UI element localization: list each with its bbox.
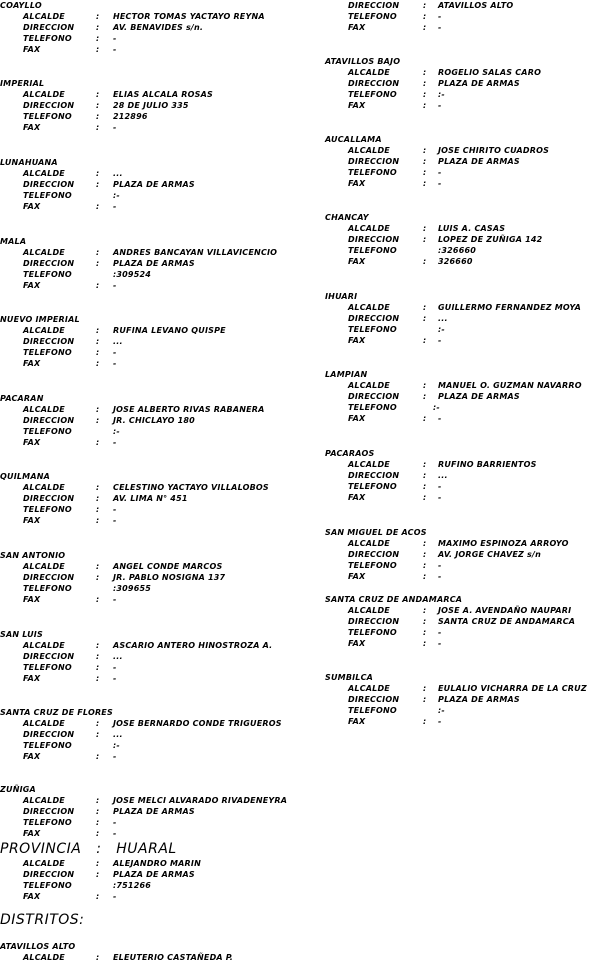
colon: : — [96, 169, 100, 178]
telefono-label: TELEFONO — [23, 881, 72, 890]
colon: : — [96, 595, 100, 604]
telefono-label: TELEFONO — [23, 505, 72, 514]
direccion-value: PLAZA DE ARMAS — [113, 180, 195, 189]
direccion-value: ... — [113, 337, 123, 346]
alcalde-value: MAXIMO ESPINOZA ARROYO — [438, 539, 569, 548]
direccion-value: PLAZA DE ARMAS — [438, 157, 520, 166]
fax-label: FAX — [348, 414, 366, 423]
district-name: COAYLLO — [0, 1, 42, 10]
fax-value: - — [438, 493, 442, 502]
district-name: CHANCAY — [325, 213, 369, 222]
direccion-value: PLAZA DE ARMAS — [438, 695, 520, 704]
direccion-label: DIRECCION — [348, 695, 400, 704]
colon: : — [96, 23, 100, 32]
colon: : — [423, 23, 427, 32]
telefono-label: TELEFONO — [348, 561, 397, 570]
colon: : — [423, 12, 427, 21]
fax-label: FAX — [348, 336, 366, 345]
colon: : — [96, 326, 100, 335]
direccion-label: DIRECCION — [348, 314, 400, 323]
colon: : — [96, 405, 100, 414]
alcalde-label: ALCALDE — [23, 405, 65, 414]
alcalde-value: HECTOR TOMAS YACTAYO REYNA — [113, 12, 265, 21]
alcalde-label: ALCALDE — [348, 224, 390, 233]
telefono-label: TELEFONO — [23, 584, 72, 593]
fax-label: FAX — [23, 359, 41, 368]
fax-label: FAX — [348, 493, 366, 502]
colon: : — [96, 202, 100, 211]
telefono-value: - — [438, 168, 442, 177]
alcalde-label: ALCALDE — [23, 859, 65, 868]
colon: : — [96, 248, 100, 257]
colon: : — [96, 112, 100, 121]
colon: : — [423, 101, 427, 110]
colon: : — [96, 870, 100, 879]
alcalde-label: ALCALDE — [23, 90, 65, 99]
colon: : — [423, 628, 427, 637]
colon: : — [96, 829, 100, 838]
alcalde-label: ALCALDE — [23, 562, 65, 571]
fax-value: - — [438, 639, 442, 648]
fax-value: - — [438, 414, 442, 423]
colon: : — [96, 259, 100, 268]
telefono-label: TELEFONO — [348, 403, 397, 412]
alcalde-value: ANDRES BANCAYAN VILLAVICENCIO — [113, 248, 278, 257]
telefono-value: - — [438, 628, 442, 637]
alcalde-label: ALCALDE — [23, 326, 65, 335]
telefono-label: TELEFONO — [348, 706, 397, 715]
alcalde-value: ROGELIO SALAS CARO — [438, 68, 542, 77]
alcalde-value: ELIAS ALCALA ROSAS — [113, 90, 213, 99]
fax-value: - — [113, 438, 117, 447]
colon: : — [423, 550, 427, 559]
alcalde-label: ALCALDE — [23, 719, 65, 728]
direccion-value: ... — [113, 730, 123, 739]
alcalde-label: ALCALDE — [348, 606, 390, 615]
fax-label: FAX — [348, 179, 366, 188]
alcalde-value: ANGEL CONDE MARCOS — [113, 562, 223, 571]
telefono-value: :- — [113, 741, 120, 750]
direccion-value: ... — [438, 471, 448, 480]
colon: : — [423, 1, 427, 10]
fax-label: FAX — [348, 23, 366, 32]
colon: : — [423, 572, 427, 581]
colon: : — [423, 482, 427, 491]
colon: : — [96, 892, 100, 901]
colon: : — [96, 180, 100, 189]
fax-label: FAX — [23, 438, 41, 447]
fax-label: FAX — [348, 572, 366, 581]
colon: : — [96, 652, 100, 661]
telefono-label: TELEFONO — [348, 12, 397, 21]
fax-label: FAX — [23, 516, 41, 525]
colon: : — [96, 953, 100, 962]
telefono-label: TELEFONO — [23, 427, 72, 436]
telefono-value: - — [438, 561, 442, 570]
telefono-value: :751266 — [113, 881, 151, 890]
fax-label: FAX — [348, 101, 366, 110]
fax-value: - — [113, 45, 117, 54]
telefono-label: TELEFONO — [348, 325, 397, 334]
colon: : — [96, 348, 100, 357]
alcalde-value: ELEUTERIO CASTAÑEDA P. — [113, 953, 234, 962]
alcalde-label: ALCALDE — [348, 539, 390, 548]
district-name: SAN ANTONIO — [0, 551, 66, 560]
colon: : — [96, 818, 100, 827]
telefono-label: TELEFONO — [23, 112, 72, 121]
colon: : — [423, 257, 427, 266]
direccion-label: DIRECCION — [23, 652, 75, 661]
direccion-label: DIRECCION — [348, 550, 400, 559]
colon: : — [423, 146, 427, 155]
fax-value: - — [438, 572, 442, 581]
district-name: PACARAOS — [325, 449, 375, 458]
alcalde-label: ALCALDE — [348, 460, 390, 469]
telefono-value: - — [113, 348, 117, 357]
colon: : — [423, 414, 427, 423]
direccion-label: DIRECCION — [23, 807, 75, 816]
colon: : — [423, 224, 427, 233]
telefono-value: :309655 — [113, 584, 151, 593]
direccion-label: DIRECCION — [23, 180, 75, 189]
fax-label: FAX — [23, 281, 41, 290]
colon: : — [96, 45, 100, 54]
district-name: IHUARI — [325, 292, 358, 301]
colon: : — [96, 123, 100, 132]
colon: : — [423, 717, 427, 726]
fax-label: FAX — [23, 674, 41, 683]
alcalde-value: MANUEL O. GUZMAN NAVARRO — [438, 381, 582, 390]
district-name: SAN MIGUEL DE ACOS — [325, 528, 427, 537]
colon: : — [96, 438, 100, 447]
district-name: PACARAN — [0, 394, 44, 403]
fax-value: 326660 — [438, 257, 473, 266]
fax-value: - — [113, 123, 117, 132]
province-heading: PROVINCIA : HUARAL — [0, 841, 177, 857]
district-name: ZUÑIGA — [0, 785, 36, 794]
telefono-value: :309524 — [113, 270, 151, 279]
colon: : — [423, 381, 427, 390]
alcalde-value: JOSE A. AVENDAÑO NAUPARI — [438, 606, 572, 615]
district-name: SANTA CRUZ DE ANDAMARCA — [325, 595, 463, 604]
direccion-value: ATAVILLOS ALTO — [438, 1, 514, 10]
alcalde-value: ... — [113, 169, 123, 178]
telefono-label: TELEFONO — [348, 628, 397, 637]
alcalde-label: ALCALDE — [23, 248, 65, 257]
alcalde-label: ALCALDE — [348, 684, 390, 693]
colon: : — [96, 34, 100, 43]
fax-label: FAX — [23, 892, 41, 901]
telefono-value: :- — [438, 706, 445, 715]
colon: : — [96, 12, 100, 21]
district-name: QUILMANA — [0, 472, 51, 481]
fax-label: FAX — [348, 717, 366, 726]
telefono-label: TELEFONO — [348, 90, 397, 99]
colon: : — [423, 235, 427, 244]
alcalde-label: ALCALDE — [348, 146, 390, 155]
fax-label: FAX — [23, 595, 41, 604]
district-name: ATAVILLOS BAJO — [325, 57, 401, 66]
district-name: NUEVO IMPERIAL — [0, 315, 80, 324]
telefono-value: - — [113, 663, 117, 672]
direccion-label: DIRECCION — [348, 617, 400, 626]
district-name: LAMPIAN — [325, 370, 368, 379]
colon: : — [96, 516, 100, 525]
colon: : — [423, 606, 427, 615]
fax-value: - — [113, 829, 117, 838]
colon: : — [96, 494, 100, 503]
telefono-label: TELEFONO — [23, 348, 72, 357]
colon: : — [96, 281, 100, 290]
district-name: SANTA CRUZ DE FLORES — [0, 708, 113, 717]
fax-label: FAX — [23, 123, 41, 132]
telefono-label: TELEFONO — [23, 818, 72, 827]
colon: : — [423, 561, 427, 570]
district-name: SAN LUIS — [0, 630, 43, 639]
fax-value: - — [113, 281, 117, 290]
colon: : — [423, 336, 427, 345]
alcalde-label: ALCALDE — [348, 68, 390, 77]
colon: : — [96, 505, 100, 514]
colon: : — [423, 539, 427, 548]
colon: : — [96, 337, 100, 346]
alcalde-value: RUFINO BARRIENTOS — [438, 460, 537, 469]
direccion-label: DIRECCION — [23, 416, 75, 425]
colon: : — [96, 807, 100, 816]
alcalde-value: LUIS A. CASAS — [438, 224, 506, 233]
colon: : — [423, 314, 427, 323]
fax-value: - — [113, 752, 117, 761]
colon: : — [96, 101, 100, 110]
colon: : — [423, 68, 427, 77]
direccion-label: DIRECCION — [23, 23, 75, 32]
alcalde-label: ALCALDE — [348, 303, 390, 312]
colon: : — [96, 483, 100, 492]
direccion-value: ... — [438, 314, 448, 323]
direccion-value: ... — [113, 652, 123, 661]
direccion-value: PLAZA DE ARMAS — [438, 79, 520, 88]
telefono-value: :326660 — [438, 246, 476, 255]
fax-value: - — [438, 717, 442, 726]
direccion-label: DIRECCION — [348, 79, 400, 88]
telefono-label: TELEFONO — [23, 741, 72, 750]
telefono-value: - — [438, 12, 442, 21]
districts-heading: DISTRITOS: — [0, 912, 85, 928]
colon: : — [423, 90, 427, 99]
direccion-label: DIRECCION — [23, 730, 75, 739]
colon: : — [96, 730, 100, 739]
telefono-value: - — [113, 34, 117, 43]
colon: : — [423, 303, 427, 312]
alcalde-label: ALCALDE — [23, 12, 65, 21]
telefono-label: TELEFONO — [23, 270, 72, 279]
fax-value: - — [438, 336, 442, 345]
direccion-value: PLAZA DE ARMAS — [438, 392, 520, 401]
fax-label: FAX — [23, 45, 41, 54]
alcalde-value: GUILLERMO FERNANDEZ MOYA — [438, 303, 581, 312]
colon: : — [96, 796, 100, 805]
alcalde-label: ALCALDE — [23, 169, 65, 178]
fax-value: - — [113, 595, 117, 604]
colon: : — [96, 719, 100, 728]
telefono-value: - — [113, 818, 117, 827]
alcalde-label: ALCALDE — [348, 381, 390, 390]
alcalde-value: EULALIO VICHARRA DE LA CRUZ — [438, 684, 587, 693]
colon: : — [96, 752, 100, 761]
fax-label: FAX — [348, 257, 366, 266]
direccion-value: PLAZA DE ARMAS — [113, 807, 195, 816]
alcalde-value: CELESTINO YACTAYO VILLALOBOS — [113, 483, 269, 492]
alcalde-value: RUFINA LEVANO QUISPE — [113, 326, 226, 335]
alcalde-label: ALCALDE — [23, 483, 65, 492]
fax-value: - — [438, 101, 442, 110]
colon: : — [96, 416, 100, 425]
colon: : — [423, 493, 427, 502]
district-name: SUMBILCA — [325, 673, 374, 682]
telefono-value: :- — [438, 325, 445, 334]
colon: : — [96, 359, 100, 368]
telefono-value: :- — [113, 427, 120, 436]
alcalde-value: JOSE CHIRITO CUADROS — [438, 146, 550, 155]
colon: : — [96, 663, 100, 672]
colon: : — [96, 859, 100, 868]
fax-label: FAX — [23, 202, 41, 211]
fax-value: - — [113, 359, 117, 368]
fax-label: FAX — [348, 639, 366, 648]
fax-value: - — [113, 674, 117, 683]
direccion-label: DIRECCION — [23, 573, 75, 582]
telefono-value: :- — [433, 403, 440, 412]
colon: : — [423, 168, 427, 177]
direccion-label: DIRECCION — [23, 337, 75, 346]
district-name: ATAVILLOS ALTO — [0, 942, 76, 951]
fax-label: FAX — [23, 829, 41, 838]
district-name: MALA — [0, 237, 27, 246]
telefono-value: 212896 — [113, 112, 148, 121]
alcalde-value: JOSE BERNARDO CONDE TRIGUEROS — [113, 719, 282, 728]
district-name: LUNAHUANA — [0, 158, 58, 167]
colon: : — [423, 617, 427, 626]
direccion-label: DIRECCION — [348, 471, 400, 480]
direccion-label: DIRECCION — [23, 870, 75, 879]
colon: : — [423, 639, 427, 648]
direccion-value: 28 DE JULIO 335 — [113, 101, 189, 110]
colon: : — [423, 79, 427, 88]
colon: : — [96, 674, 100, 683]
telefono-label: TELEFONO — [23, 663, 72, 672]
fax-value: - — [113, 516, 117, 525]
district-name: IMPERIAL — [0, 79, 45, 88]
telefono-label: TELEFONO — [23, 191, 72, 200]
colon: : — [423, 695, 427, 704]
direccion-label: DIRECCION — [348, 157, 400, 166]
colon: : — [423, 179, 427, 188]
alcalde-label: ALCALDE — [23, 641, 65, 650]
fax-label: FAX — [23, 752, 41, 761]
telefono-value: - — [113, 505, 117, 514]
telefono-value: - — [438, 482, 442, 491]
direccion-value: PLAZA DE ARMAS — [113, 870, 195, 879]
direccion-label: DIRECCION — [348, 1, 400, 10]
telefono-value: :- — [438, 90, 445, 99]
colon: : — [423, 392, 427, 401]
fax-value: - — [438, 23, 442, 32]
colon: : — [423, 471, 427, 480]
fax-value: - — [113, 202, 117, 211]
alcalde-value: JOSE MELCI ALVARADO RIVADENEYRA — [113, 796, 288, 805]
direccion-label: DIRECCION — [23, 101, 75, 110]
colon: : — [96, 573, 100, 582]
district-name: AUCALLAMA — [325, 135, 382, 144]
direccion-value: PLAZA DE ARMAS — [113, 259, 195, 268]
colon: : — [96, 562, 100, 571]
alcalde-label: ALCALDE — [23, 796, 65, 805]
direccion-value: AV. JORGE CHAVEZ s/n — [438, 550, 542, 559]
direccion-label: DIRECCION — [348, 235, 400, 244]
alcalde-value: ASCARIO ANTERO HINOSTROZA A. — [113, 641, 273, 650]
telefono-label: TELEFONO — [348, 482, 397, 491]
colon: : — [423, 157, 427, 166]
telefono-label: TELEFONO — [348, 168, 397, 177]
direccion-value: AV. LIMA N° 451 — [113, 494, 188, 503]
colon: : — [423, 460, 427, 469]
direccion-value: SANTA CRUZ DE ANDAMARCA — [438, 617, 576, 626]
alcalde-label: ALCALDE — [23, 953, 65, 962]
direccion-label: DIRECCION — [23, 494, 75, 503]
direccion-value: AV. BENAVIDES s/n. — [113, 23, 204, 32]
colon: : — [96, 90, 100, 99]
direccion-label: DIRECCION — [348, 392, 400, 401]
fax-value: - — [113, 892, 117, 901]
alcalde-value: JOSE ALBERTO RIVAS RABANERA — [113, 405, 265, 414]
direccion-label: DIRECCION — [23, 259, 75, 268]
alcalde-value: ALEJANDRO MARIN — [113, 859, 201, 868]
direccion-value: JR. CHICLAYO 180 — [113, 416, 195, 425]
direccion-value: JR. PABLO NOSIGNA 137 — [113, 573, 226, 582]
telefono-value: :- — [113, 191, 120, 200]
colon: : — [96, 641, 100, 650]
fax-value: - — [438, 179, 442, 188]
colon: : — [423, 684, 427, 693]
telefono-label: TELEFONO — [348, 246, 397, 255]
direccion-value: LOPEZ DE ZUÑIGA 142 — [438, 235, 543, 244]
telefono-label: TELEFONO — [23, 34, 72, 43]
